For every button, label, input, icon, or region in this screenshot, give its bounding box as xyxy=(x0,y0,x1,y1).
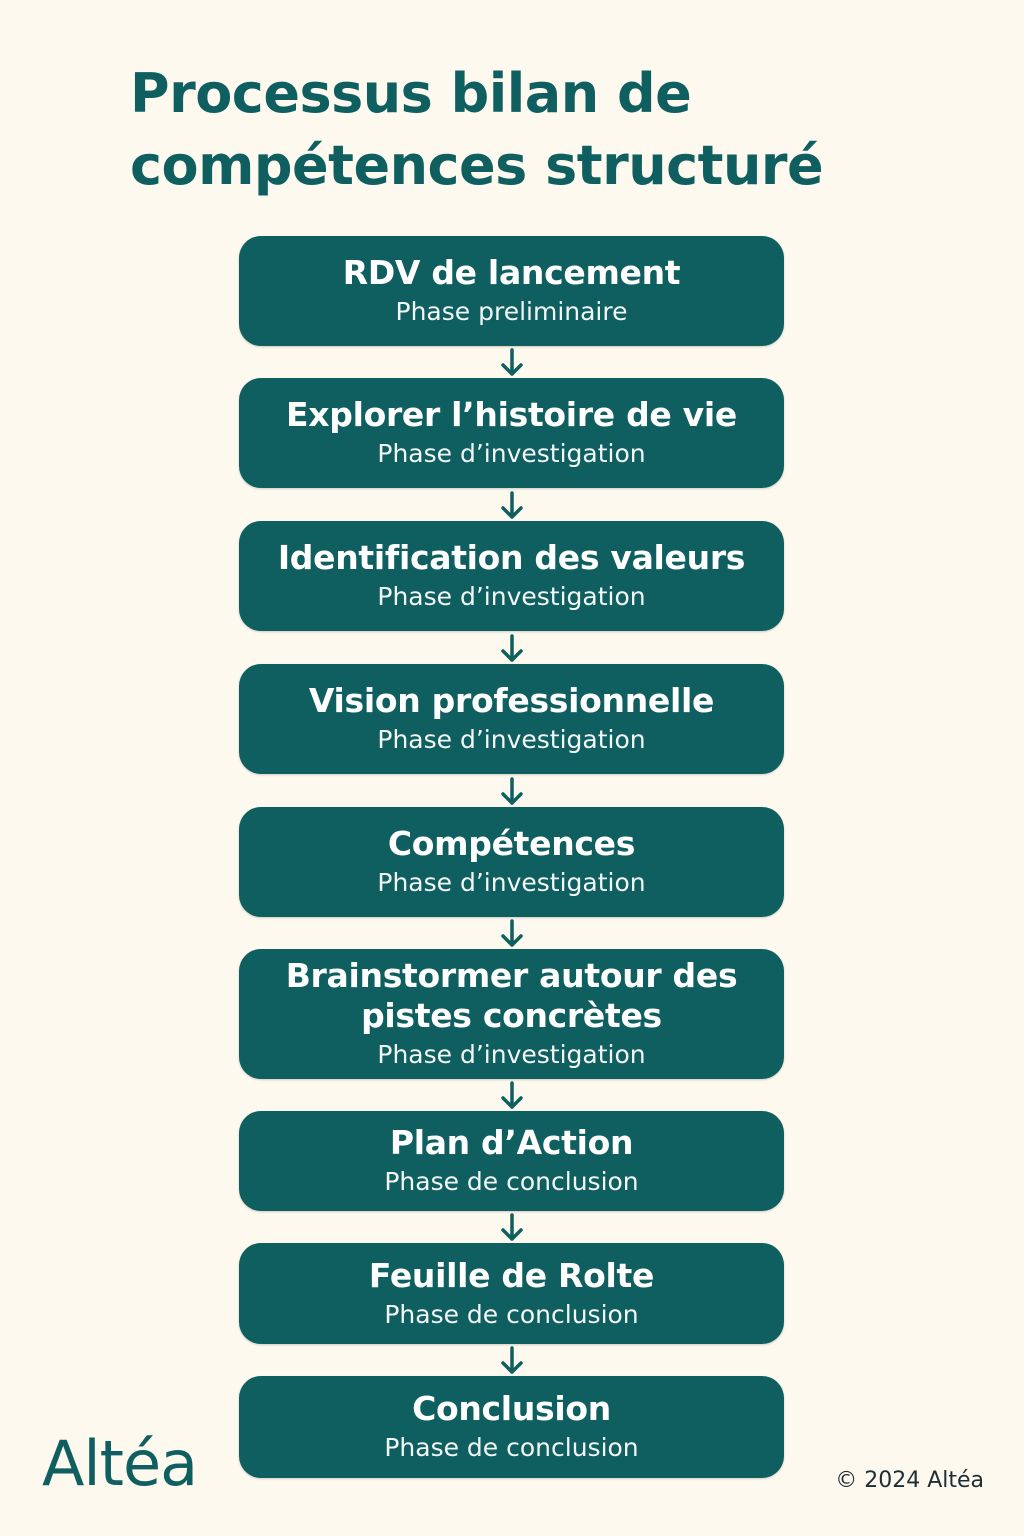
step-title: RDV de lancement xyxy=(342,253,681,292)
step-plan-action xyxy=(239,1111,784,1211)
arrow-down-icon xyxy=(499,634,525,664)
step-competences xyxy=(239,807,784,917)
step-phase: Phase de conclusion xyxy=(384,1167,639,1196)
step-title: Identification des valeurs xyxy=(277,538,746,577)
step-phase: Phase d’investigation xyxy=(377,582,646,611)
step-rdv-lancement xyxy=(239,236,784,346)
step-phase: Phase de conclusion xyxy=(384,1299,639,1329)
step-phase: Phase d’investigation xyxy=(377,725,646,754)
step-title: Conclusion xyxy=(412,1389,611,1428)
step-title-line-1: Brainstormer autour des xyxy=(285,956,738,995)
step-title: Feuille de Rolte xyxy=(368,1255,655,1295)
step-title: Compétences xyxy=(387,824,636,863)
arrow-down-icon xyxy=(499,919,525,949)
step-phase: Phase d’investigation xyxy=(377,1040,646,1069)
arrow-down-icon xyxy=(499,777,525,807)
page-title-line-2: compétences structuré xyxy=(130,134,824,197)
arrow-down-icon xyxy=(499,491,525,521)
step-valeurs xyxy=(239,521,784,631)
copyright-text: © 2024 Altéa xyxy=(835,1468,984,1493)
step-title: Explorer l’histoire de vie xyxy=(286,395,737,434)
page-title xyxy=(130,58,990,202)
step-brainstormer xyxy=(239,949,784,1079)
arrow-down-icon xyxy=(499,1213,525,1243)
step-feuille-de-route xyxy=(239,1243,784,1344)
step-vision-professionnelle xyxy=(239,664,784,774)
page-title-line-1: Processus bilan de xyxy=(130,62,692,125)
step-title-line-2: pistes concrètes xyxy=(361,996,662,1035)
arrow-down-icon xyxy=(499,1346,525,1376)
step-title xyxy=(286,956,738,1036)
arrow-down-icon xyxy=(499,348,525,378)
step-histoire-de-vie xyxy=(239,378,784,488)
step-phase: Phase preliminaire xyxy=(395,297,628,326)
step-conclusion xyxy=(239,1376,784,1478)
step-title: Vision professionnelle xyxy=(308,681,715,720)
step-phase: Phase de conclusion xyxy=(384,1433,639,1462)
altea-logo: Altéa xyxy=(42,1427,198,1500)
step-phase: Phase d’investigation xyxy=(377,439,646,468)
step-phase: Phase d’investigation xyxy=(377,868,646,897)
arrow-down-icon xyxy=(499,1081,525,1111)
step-title: Plan d’Action xyxy=(389,1123,634,1162)
